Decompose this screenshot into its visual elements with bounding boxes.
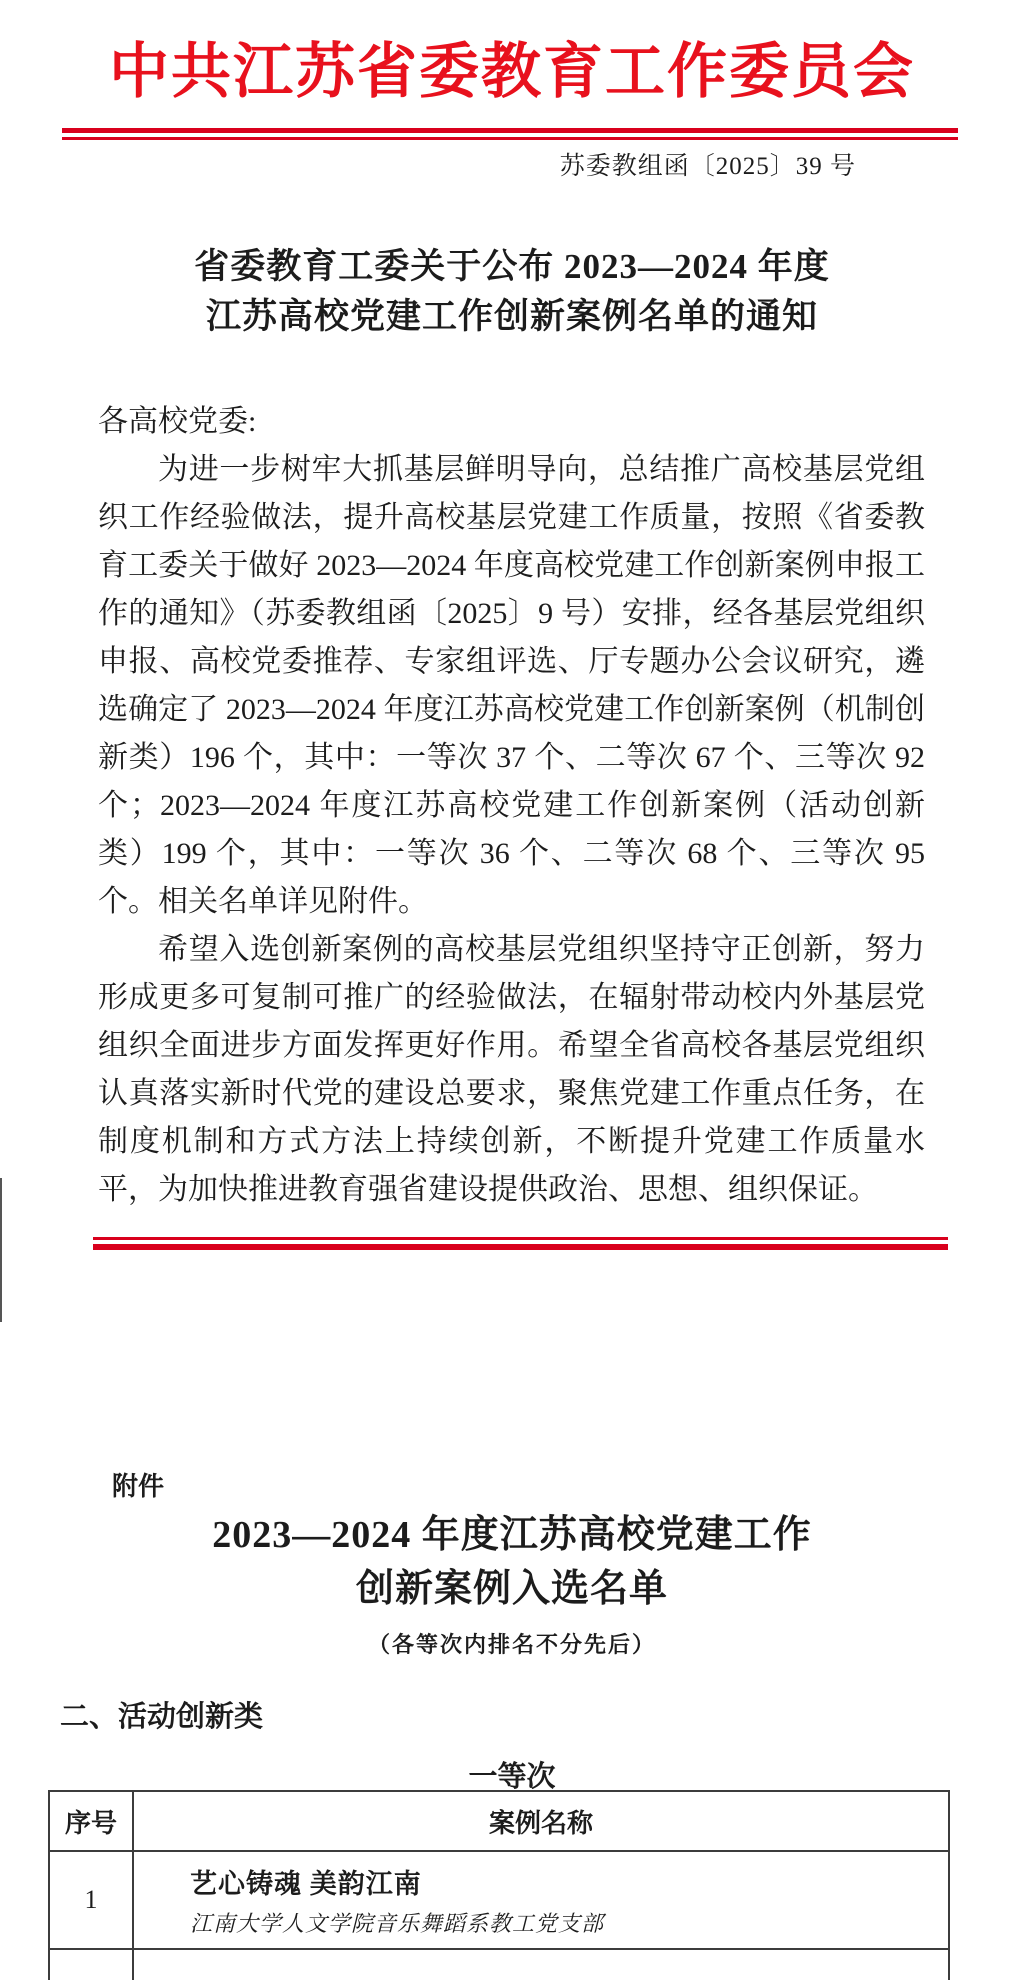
header-rule-thin: [62, 137, 958, 140]
table-row: [49, 1851, 949, 1949]
case-table: [48, 1790, 950, 1980]
notice-title: [0, 242, 1024, 342]
notice-title-line1: 省委教育工委关于公布 2023—2024 年度: [194, 247, 830, 286]
attachment-title-line1: 2023—2024 年度江苏高校党建工作: [212, 1514, 812, 1556]
column-header-no: 序号: [49, 1791, 133, 1851]
table-header-row: [49, 1791, 949, 1851]
case-organization: 江南大学人文学院音乐舞蹈系教工党支部: [190, 1911, 605, 1936]
body-paragraph-1: 为进一步树牢大抓基层鲜明导向，总结推广高校基层党组织工作经验做法，提升高校基层党建工作质量，按照《省委教育工委关于做好 2023—2024 年度高校党建工作创新案例申报工作的通知》（苏委教组函〔2025〕9 号）安排，经各基层党组织申报、高校党委推荐、专家组评选、厅专题办公会议研究，遴选确定了 2023—2024 年度江苏高校党建工作创新案例（机制创新类）196 个，其中：一等次 37 个、二等次 67 个、三等次 92 个；2023—2024 年度江苏高校党建工作创新案例（活动创新类）199 个，其中：一等次 36 个、二等次 68 个、三等次 95 个。相关名单详见附件。: [98, 453, 925, 918]
tier-heading-first-class: 一等次: [468, 1761, 556, 1793]
scan-edge-artifact: [0, 1178, 2, 1322]
notice-title-line2: 江苏高校党建工作创新案例名单的通知: [205, 297, 818, 336]
section-heading-activity-innovation: 二、活动创新类: [60, 1701, 264, 1733]
row-case-cell: [133, 1851, 949, 1949]
attachment-title-line2: 创新案例入选名单: [355, 1568, 668, 1610]
partial-row-no-cell: [49, 1949, 133, 1980]
row-number: 1: [49, 1851, 133, 1949]
attachment-subtitle: （各等次内排名不分先后）: [367, 1632, 656, 1657]
doc-number: 苏委教组函〔2025〕39 号: [559, 153, 856, 180]
notice-body: [98, 398, 925, 1214]
footer-rule-thick: [93, 1244, 948, 1250]
case-name: 艺心铸魂 美韵江南: [190, 1869, 422, 1899]
attachment-title: [0, 1508, 1024, 1616]
issuer-title: 中共江苏省委教育工作委员会: [109, 39, 915, 105]
table-row-partial: [49, 1949, 949, 1980]
header-rule-thick: [62, 128, 958, 133]
footer-rule-thin: [93, 1237, 948, 1240]
body-paragraph-2: 希望入选创新案例的高校基层党组织坚持守正创新，努力形成更多可复制可推广的经验做法，在辐射带动校内外基层党组织全面进步方面发挥更好作用。希望全省高校各基层党组织认真落实新时代党的建设总要求，聚焦党建工作重点任务，在制度机制和方式方法上持续创新，不断提升党建工作质量水平，为加快推进教育强省建设提供政治、思想、组织保证。: [98, 933, 925, 1206]
column-header-case-name: 案例名称: [133, 1791, 949, 1851]
salutation: 各高校党委:: [98, 405, 257, 438]
attachment-label: 附件: [112, 1471, 165, 1501]
partial-row-case-cell: [133, 1949, 949, 1980]
